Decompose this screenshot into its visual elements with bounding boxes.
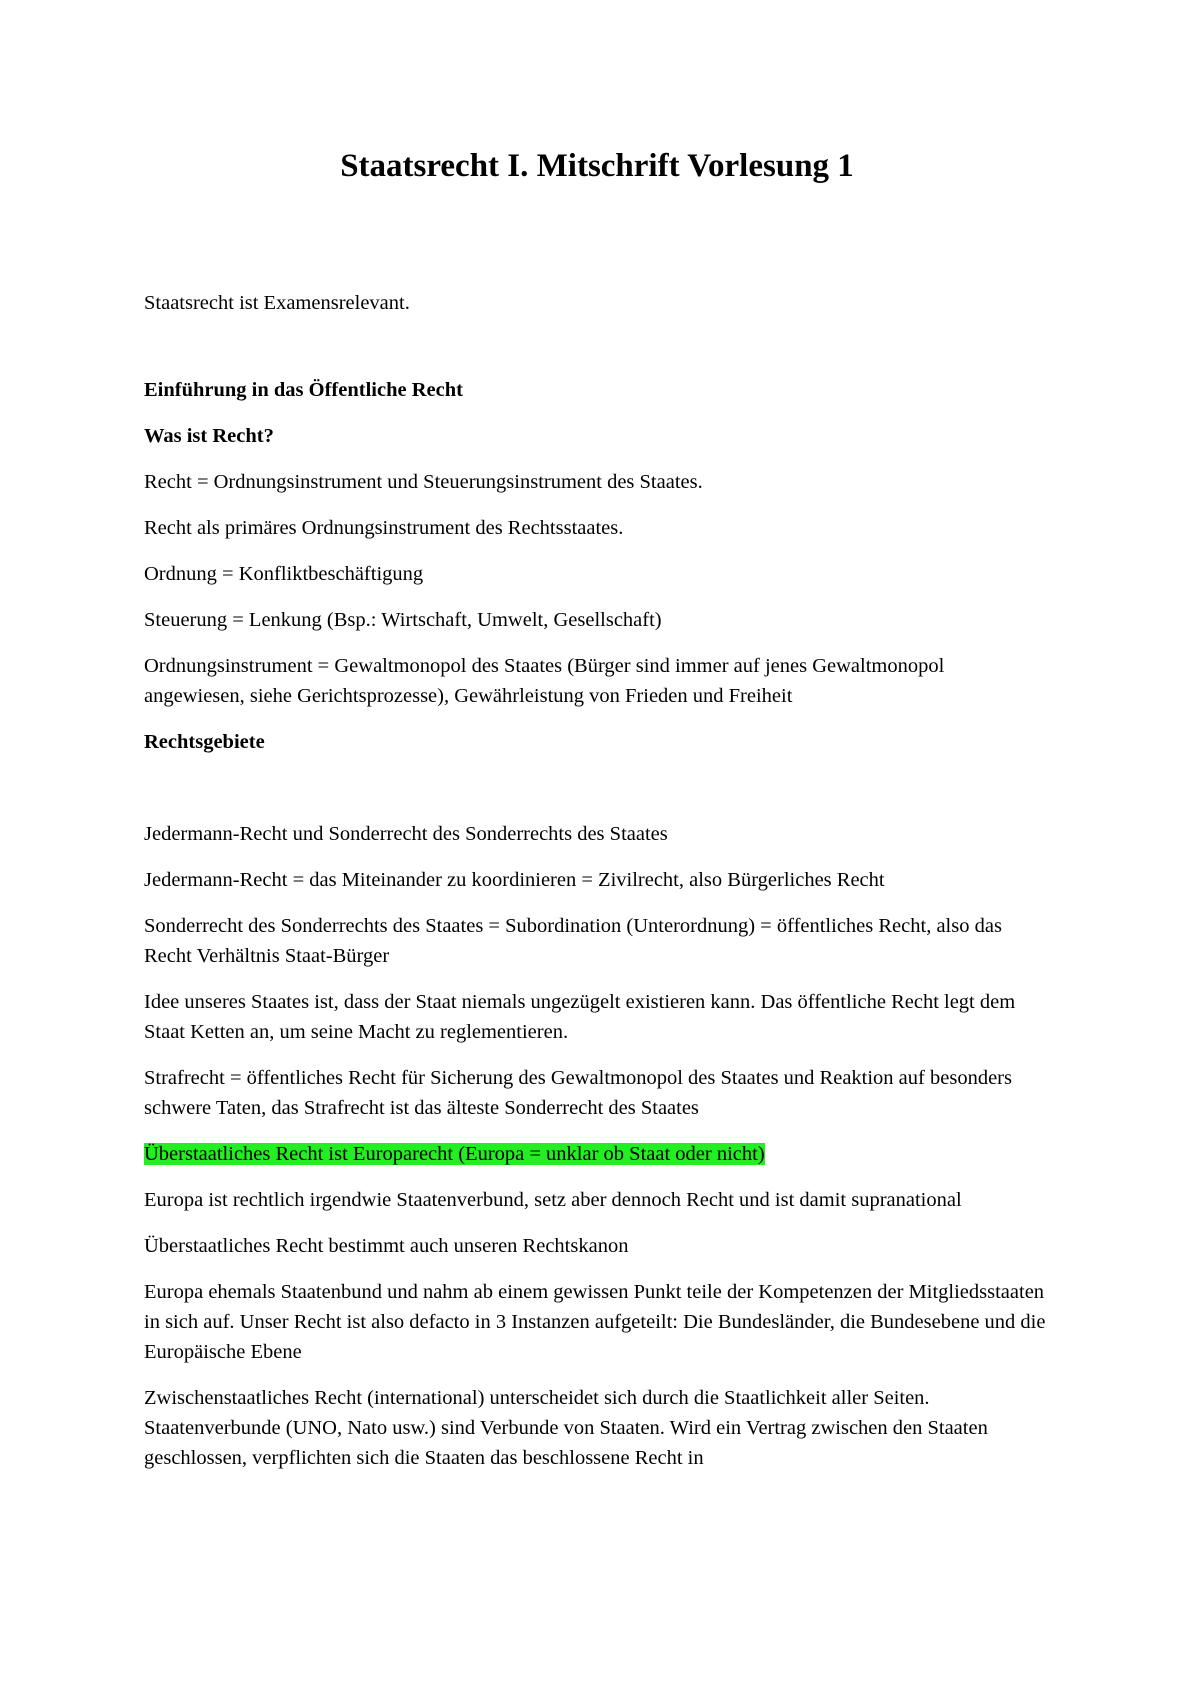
body-paragraph: Ordnung = Konfliktbeschäftigung xyxy=(144,563,424,585)
body-paragraph: Steuerung = Lenkung (Bsp.: Wirtschaft, Umwelt, Gesellschaft) xyxy=(144,609,662,631)
body-paragraph: Sonderrecht des Sonderrechts des Staates = Subordination (Unterordnung) = öffentliches Recht, also das Recht Verhältnis Staat-Bürger xyxy=(144,915,1002,967)
body-paragraph: Strafrecht = öffentliches Recht für Sicherung des Gewaltmonopol des Staates und Reaktion auf besonders schwere Taten, das Strafrecht ist das älteste Sonderrecht des Staates xyxy=(144,1067,1012,1119)
section-heading: Einführung in das Öffentliche Recht xyxy=(144,379,463,401)
body-paragraph: Europa ehemals Staatenbund und nahm ab einem gewissen Punkt teile der Kompetenzen der Mitgliedsstaaten in sich auf. Unser Recht ist also defacto in 3 Instanzen aufgeteilt: Die Bundesländer, die Bundesebene und die Europäische Ebene xyxy=(144,1281,1046,1363)
highlighted-paragraph xyxy=(144,1139,1050,1169)
body-paragraph: Zwischenstaatliches Recht (international) unterscheidet sich durch die Staatlichkeit aller Seiten. Staatenverbunde (UNO, Nato usw.) sind Verbunde von Staaten. Wird ein Vertrag zwischen den Staaten geschlossen, verpflichten sich die Staaten das beschlossene Recht in xyxy=(144,1387,988,1469)
intro-paragraph: Staatsrecht ist Examensrelevant. xyxy=(144,292,410,314)
section-heading: Rechtsgebiete xyxy=(144,731,265,753)
body-paragraph: Recht = Ordnungsinstrument und Steuerungsinstrument des Staates. xyxy=(144,471,703,493)
document-title: Staatsrecht I. Mitschrift Vorlesung 1 xyxy=(340,148,854,184)
text-highlight: Überstaatliches Recht ist Europarecht (Europa = unklar ob Staat oder nicht) xyxy=(144,1143,765,1165)
body-paragraph: Überstaatliches Recht bestimmt auch unseren Rechtskanon xyxy=(144,1235,629,1257)
body-paragraph: Europa ist rechtlich irgendwie Staatenverbund, setz aber dennoch Recht und ist damit supranational xyxy=(144,1189,962,1211)
document-body xyxy=(144,375,1050,1473)
section-heading: Was ist Recht? xyxy=(144,425,274,447)
body-paragraph: Idee unseres Staates ist, dass der Staat niemals ungezügelt existieren kann. Das öffentliche Recht legt dem Staat Ketten an, um seine Macht zu reglementieren. xyxy=(144,991,1016,1043)
body-paragraph: Recht als primäres Ordnungsinstrument des Rechtsstaates. xyxy=(144,517,624,539)
body-paragraph: Jedermann-Recht und Sonderrecht des Sonderrechts des Staates xyxy=(144,823,668,845)
body-paragraph: Ordnungsinstrument = Gewaltmonopol des Staates (Bürger sind immer auf jenes Gewaltmonopol angewiesen, siehe Gerichtsprozesse), Gewährleistung von Frieden und Freiheit xyxy=(144,655,945,707)
body-paragraph: Jedermann-Recht = das Miteinander zu koordinieren = Zivilrecht, also Bürgerliches Recht xyxy=(144,869,885,891)
